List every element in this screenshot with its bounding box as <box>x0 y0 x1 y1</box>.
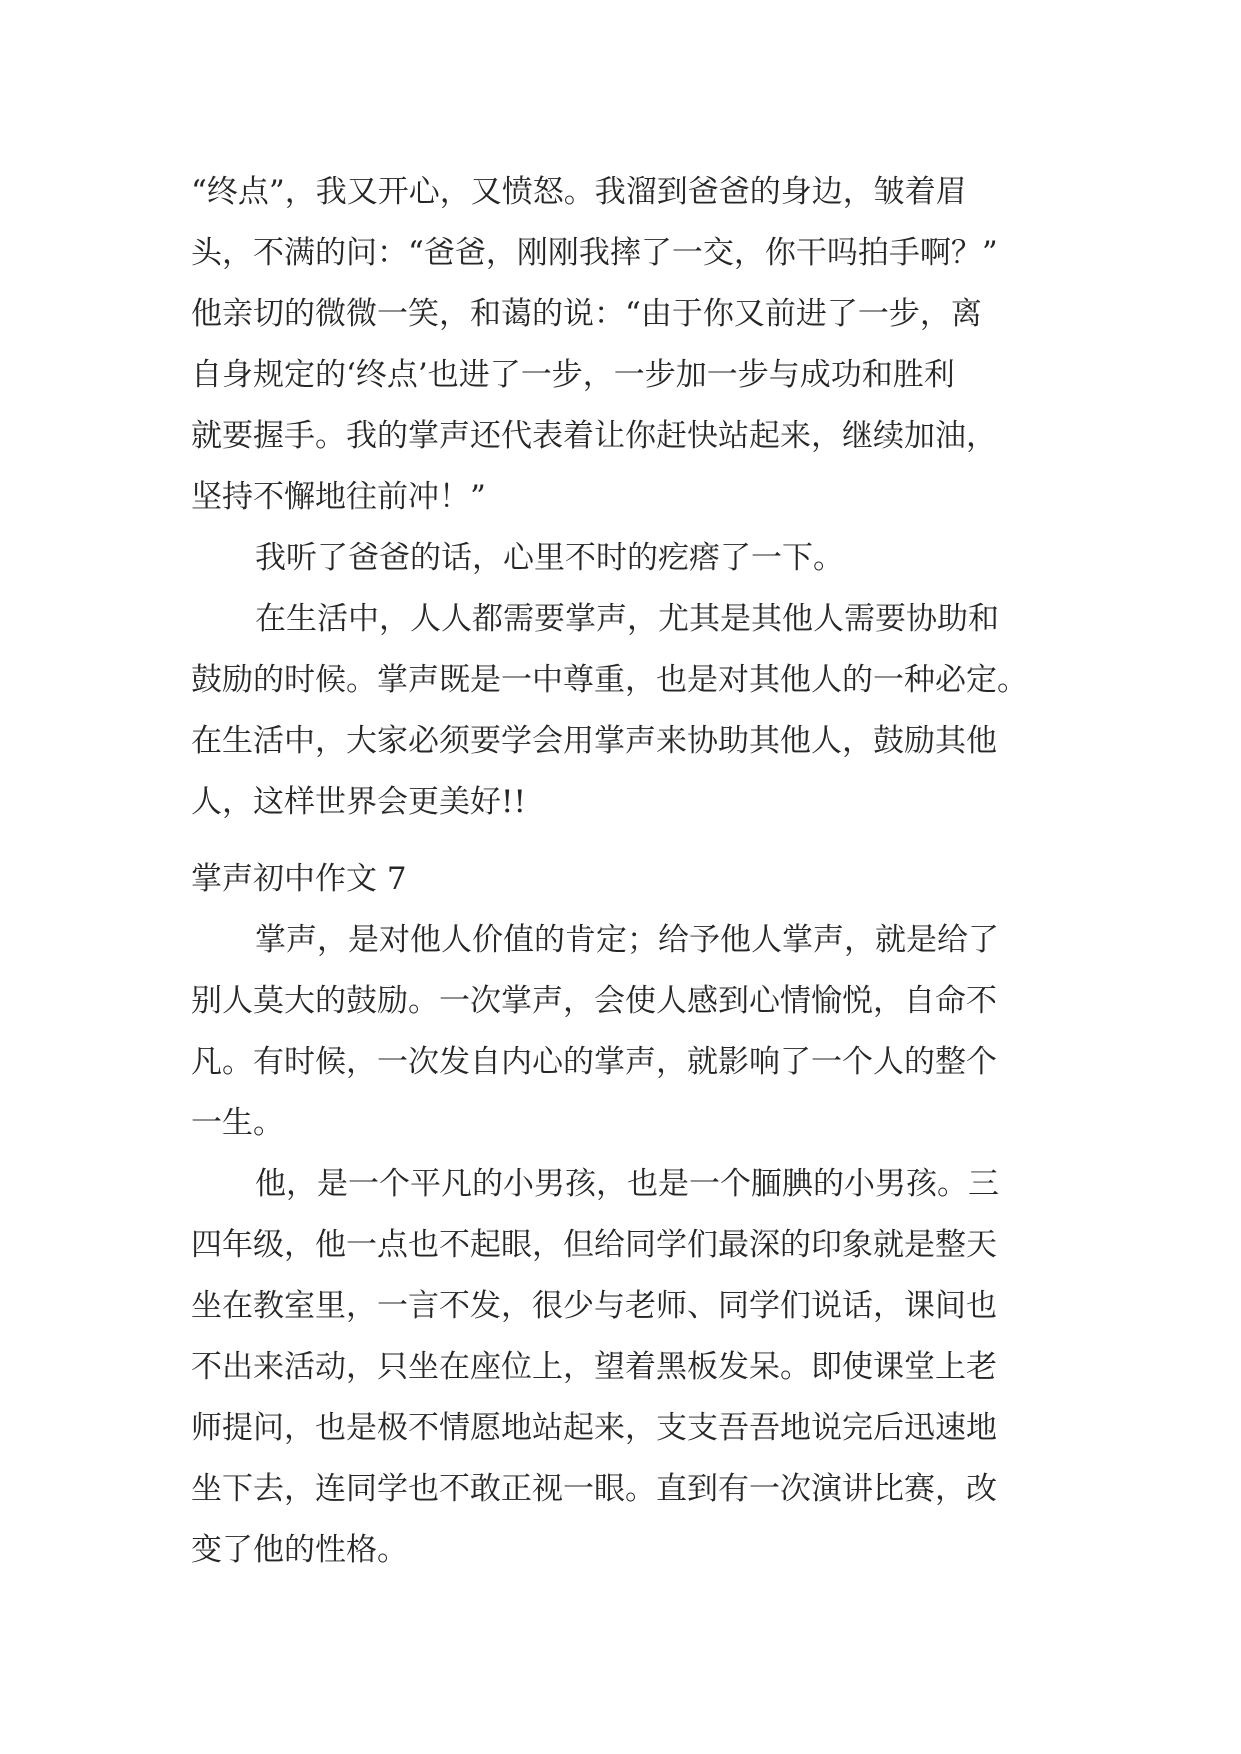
paragraph <box>191 910 1071 1154</box>
text-line: 在生活中，人人都需要掌声，尤其是其他人需要协助和 <box>255 601 999 637</box>
text-line: 我听了爸爸的话，心里不时的疙瘩了一下。 <box>255 540 844 576</box>
paragraph <box>191 589 1071 833</box>
text-line: 师提问，也是极不情愿地站起来，支支吾吾地说完后迅速地 <box>191 1410 997 1446</box>
text-line: 不出来活动，只坐在座位上，望着黑板发呆。即使课堂上老 <box>191 1349 997 1385</box>
paragraph <box>191 162 1071 528</box>
essay-continuation <box>191 162 1071 833</box>
text-line: 鼓励的时候。掌声既是一中尊重，也是对其他人的一种必定。 <box>191 662 1028 698</box>
text-line: 变了他的性格。 <box>191 1532 408 1568</box>
text-line: 他，是一个平凡的小男孩，也是一个腼腆的小男孩。三 <box>255 1166 999 1202</box>
essay-title: 掌声初中作文 7 <box>191 861 407 897</box>
essay-7 <box>191 849 1071 1581</box>
text-line: 坐下去，连同学也不敢正视一眼。直到有一次演讲比赛，改 <box>191 1471 997 1507</box>
text-line: 在生活中，大家必须要学会用掌声来协助其他人，鼓励其他 <box>191 723 997 759</box>
text-line: 凡。有时候，一次发自内心的掌声，就影响了一个人的整个 <box>191 1044 997 1080</box>
paragraph <box>191 528 1071 589</box>
text-line: 掌声，是对他人价值的肯定；给予他人掌声，就是给了 <box>255 922 999 958</box>
text-line: 别人莫大的鼓励。一次掌声，会使人感到心情愉悦，自命不 <box>191 983 997 1019</box>
text-line: 他亲切的微微一笑，和蔼的说：“由于你又前进了一步，离 <box>191 296 982 332</box>
text-line: 自身规定的‘终点’也进了一步，一步加一步与成功和胜利 <box>191 357 955 393</box>
text-line: 就要握手。我的掌声还代表着让你赶快站起来，继续加油， <box>191 418 997 454</box>
text-line: 四年级，他一点也不起眼，但给同学们最深的印象就是整天 <box>191 1227 997 1263</box>
text-line: 一生。 <box>191 1105 284 1141</box>
text-line: “终点”，我又开心，又愤怒。我溜到爸爸的身边，皱着眉 <box>191 174 967 210</box>
text-line: 坚持不懈地往前冲！” <box>191 479 486 515</box>
text-line: 头，不满的问：“爸爸，刚刚我摔了一交，你干吗拍手啊？” <box>191 235 998 271</box>
text-line: 人，这样世界会更美好!! <box>191 784 526 820</box>
text-line: 坐在教室里，一言不发，很少与老师、同学们说话，课间也 <box>191 1288 997 1324</box>
paragraph <box>191 1154 1071 1581</box>
